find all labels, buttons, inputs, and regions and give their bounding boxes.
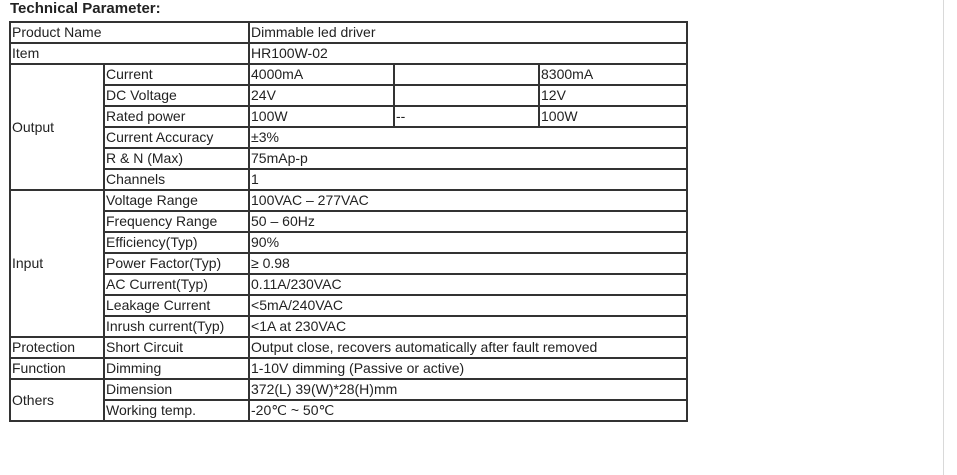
current-value-1: 4000mA (249, 64, 394, 85)
leakage-current-value: <5mA/240VAC (249, 295, 687, 316)
frequency-range-value: 50 – 60Hz (249, 211, 687, 232)
current-value-3: 8300mA (539, 64, 687, 85)
dimension-value: 372(L) 39(W)*28(H)mm (249, 379, 687, 400)
table-row (10, 169, 687, 190)
table-row (10, 148, 687, 169)
table-row (10, 211, 687, 232)
table-row (10, 127, 687, 148)
power-factor-label: Power Factor(Typ) (104, 253, 249, 274)
dimming-value: 1-10V dimming (Passive or active) (249, 358, 687, 379)
dc-voltage-label: DC Voltage (104, 85, 249, 106)
efficiency-label: Efficiency(Typ) (104, 232, 249, 253)
divider (943, 0, 944, 475)
table-row (10, 43, 687, 64)
table-row (10, 274, 687, 295)
inrush-current-value: <1A at 230VAC (249, 316, 687, 337)
dimension-label: Dimension (104, 379, 249, 400)
product-name-label: Product Name (10, 22, 249, 43)
ac-current-value: 0.11A/230VAC (249, 274, 687, 295)
table-row (10, 106, 687, 127)
dimming-label: Dimming (104, 358, 249, 379)
voltage-range-value: 100VAC – 277VAC (249, 190, 687, 211)
output-group-label: Output (10, 64, 104, 190)
current-label: Current (104, 64, 249, 85)
dc-voltage-value-1: 24V (249, 85, 394, 106)
table-row (10, 400, 687, 421)
table-row (10, 22, 687, 43)
current-accuracy-value: ±3% (249, 127, 687, 148)
dc-voltage-value-3: 12V (539, 85, 687, 106)
power-factor-value: ≥ 0.98 (249, 253, 687, 274)
protection-group-label: Protection (10, 337, 104, 358)
ac-current-label: AC Current(Typ) (104, 274, 249, 295)
rated-power-value-1: 100W (249, 106, 394, 127)
efficiency-value: 90% (249, 232, 687, 253)
working-temp-label: Working temp. (104, 400, 249, 421)
rated-power-value-2: -- (394, 106, 539, 127)
product-name-value: Dimmable led driver (249, 22, 687, 43)
channels-value: 1 (249, 169, 687, 190)
table-row (10, 316, 687, 337)
table-row (10, 85, 687, 106)
table-row (10, 358, 687, 379)
table-row (10, 253, 687, 274)
frequency-range-label: Frequency Range (104, 211, 249, 232)
short-circuit-value: Output close, recovers automatically after fault removed (249, 337, 687, 358)
rn-max-label: R & N (Max) (104, 148, 249, 169)
page-heading: Technical Parameter: (10, 0, 161, 17)
table-row (10, 232, 687, 253)
rated-power-label: Rated power (104, 106, 249, 127)
rn-max-value: 75mAp-p (249, 148, 687, 169)
leakage-current-label: Leakage Current (104, 295, 249, 316)
others-group-label: Others (10, 379, 104, 421)
working-temp-value: -20℃ ~ 50℃ (249, 400, 687, 421)
channels-label: Channels (104, 169, 249, 190)
short-circuit-label: Short Circuit (104, 337, 249, 358)
table-row (10, 379, 687, 400)
function-group-label: Function (10, 358, 104, 379)
current-accuracy-label: Current Accuracy (104, 127, 249, 148)
dc-voltage-value-2 (394, 85, 539, 106)
input-group-label: Input (10, 190, 104, 337)
table-row (10, 295, 687, 316)
voltage-range-label: Voltage Range (104, 190, 249, 211)
table-row (10, 64, 687, 85)
table-row (10, 337, 687, 358)
current-value-2 (394, 64, 539, 85)
rated-power-value-3: 100W (539, 106, 687, 127)
item-value: HR100W-02 (249, 43, 687, 64)
inrush-current-label: Inrush current(Typ) (104, 316, 249, 337)
item-label: Item (10, 43, 249, 64)
technical-parameter-table (9, 21, 688, 422)
table-row (10, 190, 687, 211)
